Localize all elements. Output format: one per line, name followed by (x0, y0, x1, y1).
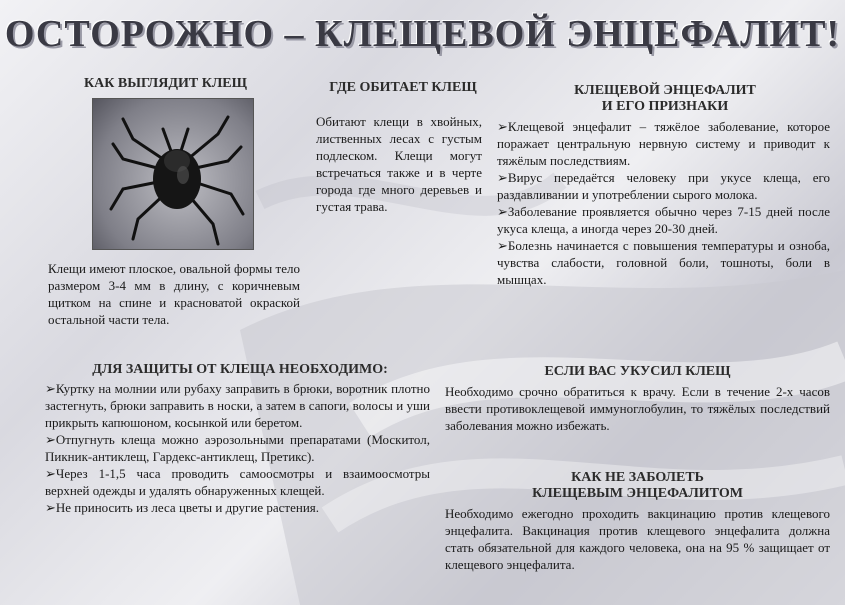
tick-icon (93, 99, 253, 249)
heading-tick-habitat: ГДЕ ОБИТАЕТ КЛЕЩ (329, 80, 477, 95)
heading-line: КЛЕЩЕВЫМ ЭНЦЕФАЛИТОМ (532, 486, 743, 501)
heading-line: И ЕГО ПРИЗНАКИ (601, 99, 729, 114)
heading-encephalitis-signs (500, 83, 830, 115)
list-item: ➢Через 1-1,5 часа проводить самоосмотры и взаимоосмотры верхней одежды и удалять обнаруженных клещей. (45, 466, 430, 498)
list-item: ➢Клещевой энцефалит – тяжёлое заболевание, которое поражает центральную нервную систему и приводит к тяжёлым последствиям. (497, 119, 830, 168)
tick-photo (92, 98, 254, 250)
heading-protection: ДЛЯ ЗАЩИТЫ ОТ КЛЕЩА НЕОБХОДИМО: (92, 362, 388, 377)
heading-line: КАК НЕ ЗАБОЛЕТЬ (571, 470, 704, 485)
protection-list (45, 380, 430, 516)
heading-prevention (445, 470, 830, 502)
signs-list (497, 118, 830, 288)
heading-tick-appearance: КАК ВЫГЛЯДИТ КЛЕЩ (84, 76, 247, 91)
habitat-text: Обитают клещи в хвойных, лиственных лесах с густым подлеском. Клещи могут встречаться также и в черте города где много деревьев и густая трава. (316, 114, 482, 214)
if-bitten-text: Необходимо срочно обратиться к врачу. Если в течение 2-х часов ввести противоклещевой иммуноглобулин, то тяжёлых последствий заболевания можно избежать. (445, 384, 830, 433)
heading-if-bitten: ЕСЛИ ВАС УКУСИЛ КЛЕЩ (544, 364, 731, 379)
heading-line: КЛЕЩЕВОЙ ЭНЦЕФАЛИТ (574, 83, 756, 98)
list-item: ➢Болезнь начинается с повышения температуры и озноба, чувства слабости, головной боли, тошноты, боли в мышцах. (497, 238, 830, 287)
prevention-text: Необходимо ежегодно проходить вакцинацию против клещевого энцефалита. Вакцинация против клещевого энцефалита должна стать обязательной для каждого человека, она на 95 % защищает от клещевого энцефалита. (445, 506, 830, 572)
list-item: ➢Не приносить из леса цветы и другие растения. (45, 500, 320, 515)
list-item: ➢Отпугнуть клеща можно аэрозольными препаратами (Москитол, Пикник-антиклещ, Гардекс-антиклещ, Претикс). (45, 432, 430, 464)
list-item: ➢Куртку на молнии или рубаху заправить в брюки, воротник плотно застегнуть, брюки заправить в носки, а затем в сапоги, волосы и уши прикрыть капюшоном, косынкой или беретом. (45, 381, 430, 430)
list-item: ➢Вирус передаётся человеку при укусе клеща, его раздавливании и употреблении сырого молока. (497, 170, 830, 202)
tick-description: Клещи имеют плоское, овальной формы тело размером 3-4 мм в длину, с коричневым щитком на спине и красноватой окраской остальной части тела. (48, 261, 300, 327)
list-item: ➢Заболевание проявляется обычно через 7-15 дней после укуса клеща, а иногда через 20-30 дней. (497, 204, 830, 236)
poster-title: ОСТОРОЖНО – КЛЕЩЕВОЙ ЭНЦЕФАЛИТ! (4, 13, 841, 55)
